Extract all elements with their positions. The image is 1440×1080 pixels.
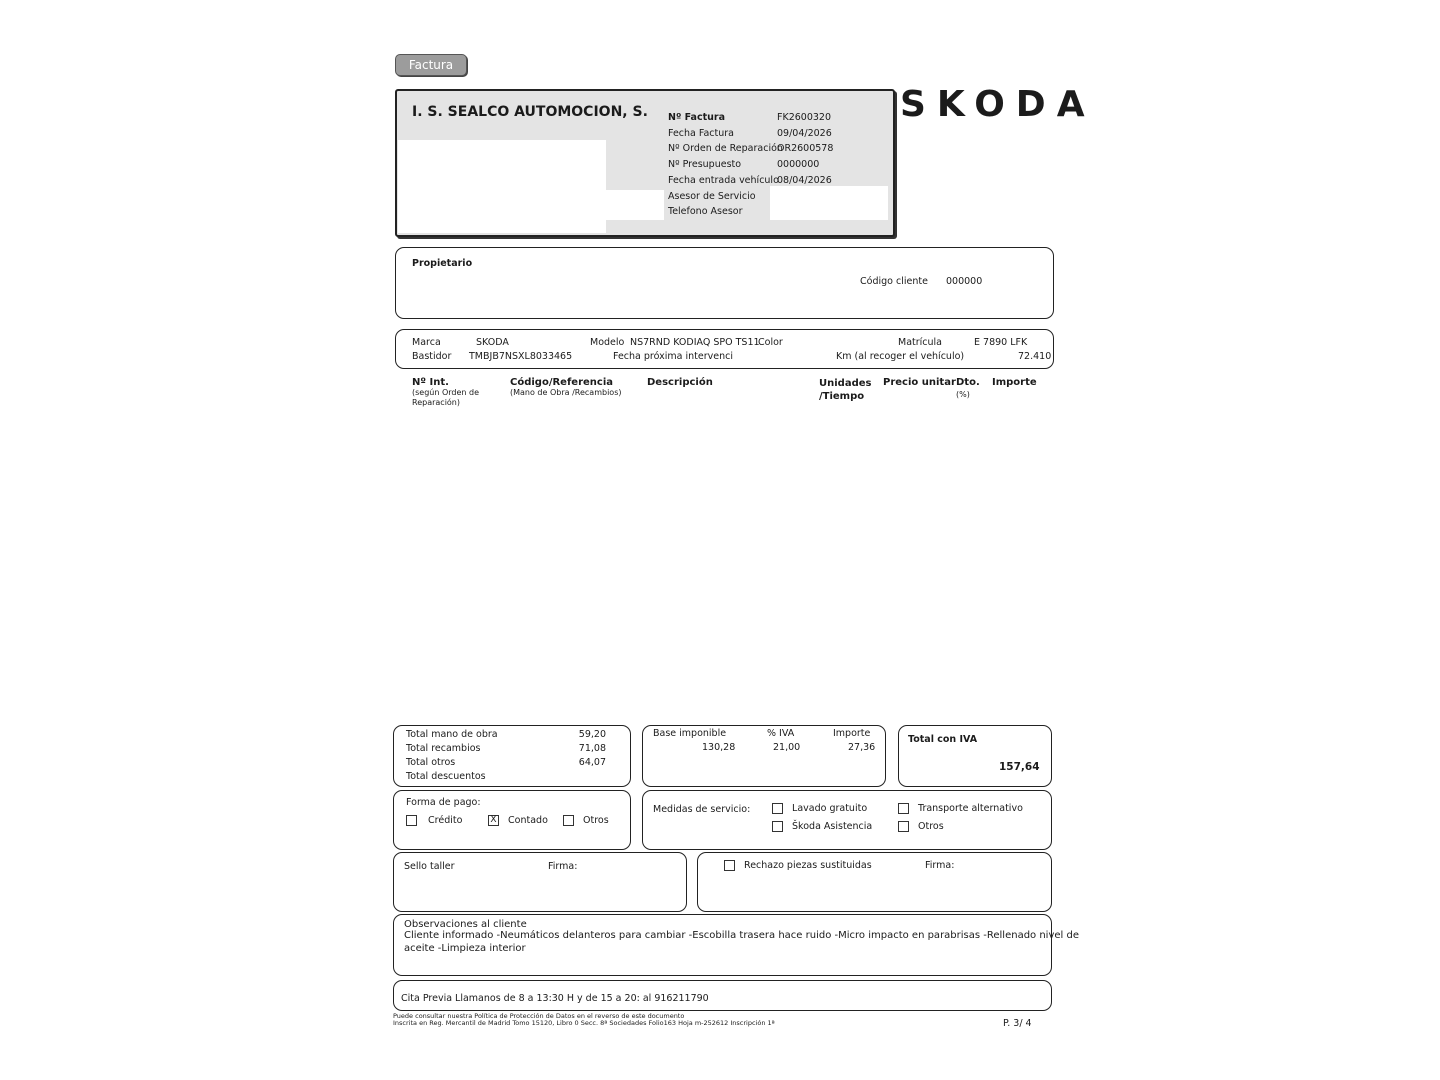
service-wash[interactable]: [772, 803, 867, 814]
owner-label: Propietario: [412, 258, 473, 269]
vehicle-box: [395, 329, 1054, 369]
checkbox-icon[interactable]: [563, 815, 574, 826]
service-other[interactable]: [898, 821, 944, 832]
vin-value: TMBJB7NSXL8033465: [469, 351, 573, 362]
page-number: P. 3/ 4: [1003, 1018, 1032, 1029]
col-nint-sub: (según Orden de Reparación): [412, 388, 480, 407]
brand-label: Marca: [412, 337, 441, 348]
labor-total-label: Total mano de obra: [406, 729, 498, 740]
totals-labels: [406, 728, 498, 784]
client-code: 000000: [946, 276, 983, 287]
km-value: 72.410: [1018, 351, 1052, 362]
payment-cash[interactable]: [488, 815, 548, 826]
client-code-label: Código cliente: [860, 276, 928, 287]
header-labels: [668, 110, 783, 220]
advisor-phone-label: Telefono Asesor: [668, 206, 743, 218]
rejection-label: Rechazo piezas sustituidas: [744, 860, 872, 871]
next-service-label: Fecha próxima intervenci: [613, 351, 733, 362]
payment-other-label: Otros: [583, 815, 609, 826]
vat-rate: 21,00: [773, 742, 801, 753]
workshop-signature-label: Firma:: [548, 861, 578, 872]
model-label: Modelo: [590, 337, 625, 348]
vat-amount: 27,36: [848, 742, 876, 753]
grand-total-label: Total con IVA: [908, 734, 978, 745]
col-precio: Precio unitar: [883, 377, 956, 388]
customer-signature-label: Firma:: [925, 860, 955, 871]
redacted-area: [574, 190, 664, 220]
service-assistance-label: Škoda Asistencia: [792, 821, 873, 832]
tax-base: 130,28: [702, 742, 736, 753]
km-label: Km (al recoger el vehículo): [836, 351, 965, 362]
service-label: Medidas de servicio:: [653, 804, 751, 815]
col-nint: Nº Int.: [412, 377, 449, 388]
redacted-advisor: [770, 186, 888, 220]
service-transport[interactable]: [898, 803, 1023, 814]
observations-line-2: aceite -Limpieza interior: [404, 943, 526, 954]
payment-other[interactable]: [563, 815, 609, 826]
plate-label: Matrícula: [898, 337, 942, 348]
invoice-date: 09/04/2026: [777, 127, 832, 139]
totals-values: [560, 728, 606, 770]
skoda-logo: SKODA: [900, 84, 1096, 125]
payment-cash-label: Contado: [508, 815, 548, 826]
entry-date-label: Fecha entrada vehículo: [668, 174, 779, 186]
plate-value: E 7890 LFK: [974, 337, 1028, 348]
invoice-number-label: Nº Factura: [668, 112, 725, 123]
checked-box-icon[interactable]: X: [488, 815, 499, 826]
document-type-tag: Factura: [395, 54, 467, 76]
workshop-stamp-label: Sello taller: [404, 861, 455, 872]
repair-order-label: Nº Orden de Reparación: [668, 143, 783, 155]
checkbox-icon[interactable]: [406, 815, 417, 826]
color-label: Color: [758, 337, 783, 348]
col-importe: Importe: [992, 377, 1037, 388]
col-descripcion: Descripción: [647, 377, 713, 388]
observations-line-1: Cliente informado -Neumáticos delanteros para cambiar -Escobilla trasera hace ruido -Micro impacto en parabrisas -Rellenado nivel de: [404, 930, 1079, 941]
service-transport-label: Transporte alternativo: [918, 803, 1023, 814]
checkbox-icon[interactable]: [724, 860, 735, 871]
budget-number-label: Nº Presupuesto: [668, 159, 742, 171]
other-total-label: Total otros: [406, 757, 456, 768]
col-codigo: Código/Referencia: [510, 377, 614, 388]
checkbox-icon[interactable]: [772, 803, 783, 814]
service-advisor-label: Asesor de Servicio: [668, 190, 756, 202]
observations-label: Observaciones al cliente: [404, 919, 527, 930]
service-wash-label: Lavado gratuito: [792, 803, 868, 814]
labor-total: 59,20: [578, 729, 606, 740]
checkbox-icon[interactable]: [898, 821, 909, 832]
checkbox-icon[interactable]: [772, 821, 783, 832]
col-dto-sub: (%): [956, 390, 970, 399]
col-codigo-sub: (Mano de Obra /Recambios): [510, 388, 622, 397]
repair-order: OR2600578: [777, 143, 834, 155]
budget-number: 0000000: [777, 159, 820, 171]
parts-total: 71,08: [578, 743, 606, 754]
rejection-option[interactable]: [724, 860, 872, 871]
service-box: [642, 790, 1052, 850]
entry-date: 08/04/2026: [777, 174, 832, 186]
vat-amount-label: Importe: [833, 728, 871, 739]
checkbox-icon[interactable]: [898, 803, 909, 814]
col-dto: Dto.: [956, 377, 980, 388]
registry-footer: Inscrita en Reg. Mercantil de Madrid Tomo 15120, Libro 0 Secc. 8ª Sociedades Folio163 Hoja m-252612 Inscripción 1ª: [393, 1019, 775, 1027]
vat-rate-label: % IVA: [767, 728, 795, 739]
discount-total: 64,07: [578, 757, 606, 768]
invoice-number: FK2600320: [777, 112, 832, 123]
vin-label: Bastidor: [412, 351, 452, 362]
privacy-footer: Puede consultar nuestra Política de Protección de Datos en el reverso de este documento: [393, 1012, 685, 1020]
discount-total-label: Total descuentos: [406, 771, 486, 782]
grand-total: 157,64: [999, 761, 1040, 773]
tax-base-label: Base imponible: [653, 728, 727, 739]
company-name: I. S. SEALCO AUTOMOCION, S.: [412, 104, 648, 120]
appointment-text: Cita Previa Llamanos de 8 a 13:30 H y de 15 a 20: al 916211790: [401, 993, 709, 1004]
model-value: NS7RND KODIAQ SPO TS11: [630, 337, 760, 348]
col-unidades: Unidades /Tiempo: [819, 378, 872, 402]
brand-value: SKODA: [476, 337, 509, 348]
service-other-label: Otros: [918, 821, 944, 832]
service-assistance[interactable]: [772, 821, 872, 832]
header-values: [777, 110, 833, 189]
invoice-date-label: Fecha Factura: [668, 127, 734, 139]
payment-credit-label: Crédito: [428, 815, 463, 826]
payment-credit[interactable]: [406, 815, 462, 826]
payment-label: Forma de pago:: [406, 797, 481, 808]
parts-total-label: Total recambios: [406, 743, 481, 754]
